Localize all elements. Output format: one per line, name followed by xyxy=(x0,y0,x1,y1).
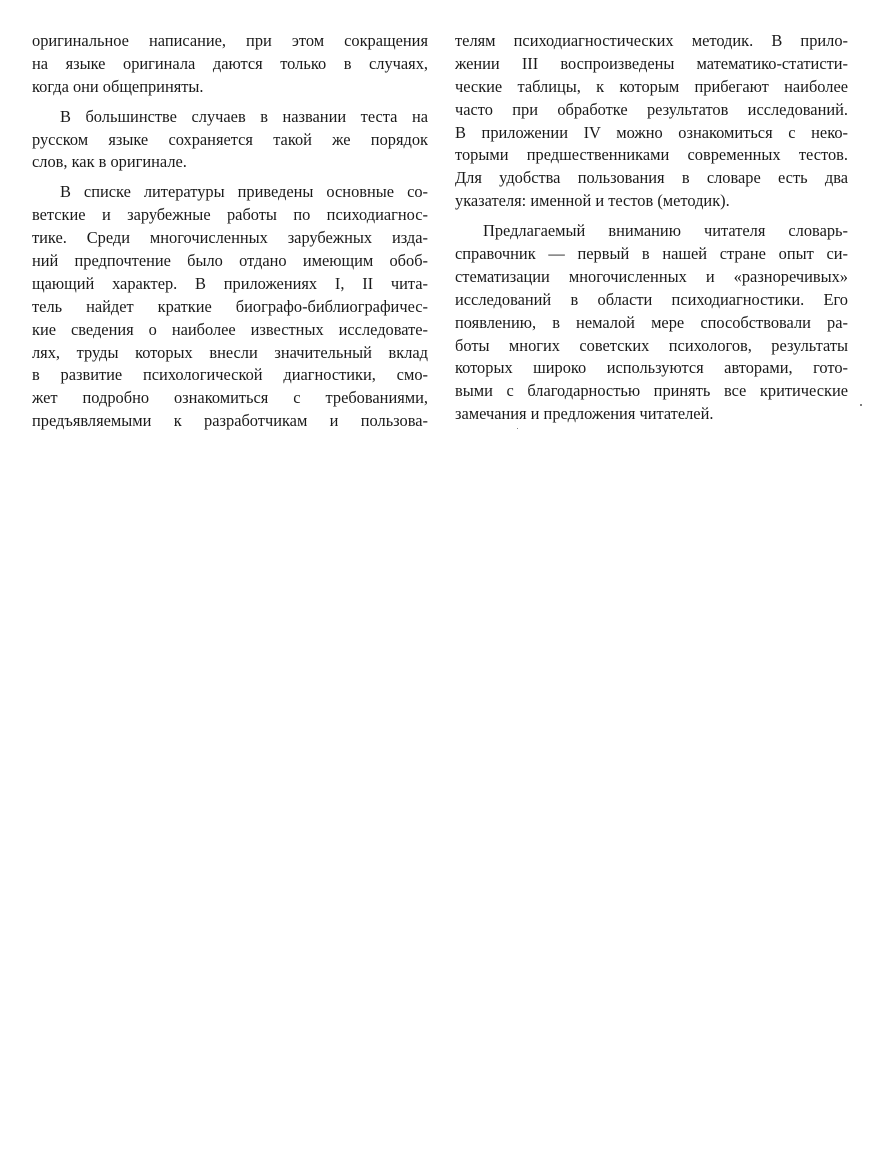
paragraph-literature-list xyxy=(32,181,428,433)
text-line: справочник — первый в нашей стране опыт си- xyxy=(455,244,848,264)
text-line: на языке оригинала даются только в случаях, xyxy=(32,53,428,73)
text-line: появлению, в немалой мере способствовали ра- xyxy=(455,312,848,332)
paragraph-appendices xyxy=(455,30,848,213)
text-line: ветские и зарубежные работы по психодиагнос- xyxy=(32,205,428,225)
text-line: часто при обработке результатов исследований. xyxy=(455,99,848,119)
text-line: когда они общеприняты. xyxy=(32,76,204,96)
text-line: В большинстве случаев в названии теста на xyxy=(60,106,428,126)
text-line: Для удобства пользования в словаре есть два xyxy=(455,168,848,188)
text-line: В списке литературы приведены основные со- xyxy=(60,182,428,202)
text-line: боты многих советских психологов, результаты xyxy=(455,335,848,355)
text-line: телям психодиагностических методик. В прило- xyxy=(455,31,848,50)
text-line: ний предпочтение было отдано имеющим обоб- xyxy=(32,251,428,271)
paragraph-word-order xyxy=(32,106,428,175)
paragraph-original-spelling xyxy=(32,30,428,99)
text-line: жет подробно ознакомиться с требованиями, xyxy=(32,388,428,408)
text-line: стематизации многочисленных и «разноречивых» xyxy=(455,266,848,286)
text-line: лях, труды которых внесли значительный вклад xyxy=(32,342,428,362)
text-line: кие сведения о наиболее известных исследовате- xyxy=(32,319,428,339)
left-column xyxy=(32,30,428,433)
text-line: исследований в области психодиагностики. Его xyxy=(455,289,848,309)
text-line: слов, как в оригинале. xyxy=(32,152,187,172)
text-line: оригинальное написание, при этом сокращения xyxy=(32,31,428,50)
text-line: которых широко используются авторами, гото- xyxy=(455,358,848,378)
text-line: русском языке сохраняется такой же порядок xyxy=(32,129,428,149)
text-line: Предлагаемый вниманию читателя словарь- xyxy=(483,221,848,241)
right-column xyxy=(455,30,848,426)
text-line: тель найдет краткие биографо-библиографичес- xyxy=(32,296,428,316)
text-line: выми с благодарностью принять все критические xyxy=(455,381,848,401)
text-line: в развитие психологической диагностики, смо- xyxy=(32,365,428,385)
text-line: предъявляемыми к разработчикам и пользова- xyxy=(32,411,428,431)
paragraph-dictionary-reference xyxy=(455,220,848,426)
text-line: В приложении IV можно ознакомиться с неко- xyxy=(455,122,848,142)
text-line: торыми предшественниками современных тестов. xyxy=(455,145,848,165)
text-line: тике. Среди многочисленных зарубежных изда- xyxy=(32,228,428,248)
scan-speck xyxy=(517,428,518,429)
text-line: замечания и предложения читателей. xyxy=(455,404,714,424)
text-line: щающий характер. В приложениях I, II чита- xyxy=(32,273,428,293)
scan-speck xyxy=(860,404,862,406)
text-line: указателя: именной и тестов (методик). xyxy=(455,191,730,211)
text-line: ческие таблицы, к которым прибегают наиболее xyxy=(455,76,848,96)
text-line: жении III воспроизведены математико-статисти- xyxy=(455,53,848,73)
